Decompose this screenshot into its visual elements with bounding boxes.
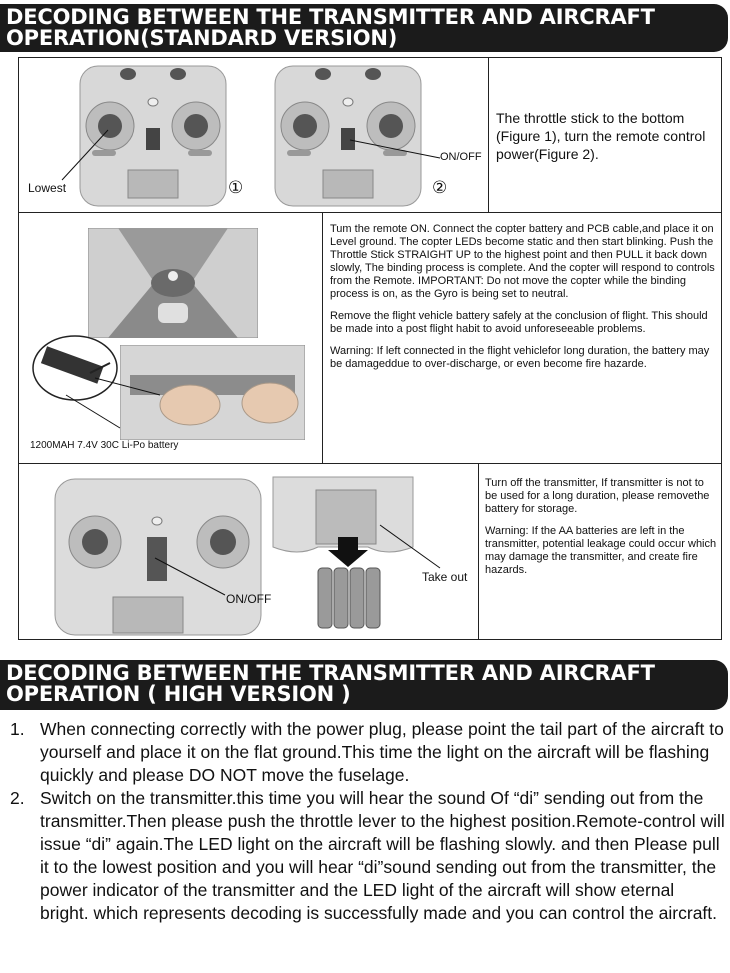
row2-paragraph-3: Warning: If left connected in the flight vehiclefor long duration, the battery may be damageddue to over-discharge, or even become fire hazarde. bbox=[330, 345, 710, 370]
row1-instruction-text: The throttle stick to the bottom (Figure 1), turn the remote control power(Figure 2). bbox=[496, 110, 706, 162]
section1-title-line1: DECODING BETWEEN THE TRANSMITTER AND AIRCRAFT bbox=[6, 5, 655, 29]
list-item-text: When connecting correctly with the power plug, please point the tail part of the aircraft to yourself and place it on the flat ground.This time the light on the aircraft will be flashing quickly and please DO NOT move the fuselage. bbox=[40, 719, 724, 785]
high-version-steps bbox=[10, 718, 726, 925]
label-take-out: Take out bbox=[422, 570, 468, 584]
section2-title-line1: DECODING BETWEEN THE TRANSMITTER AND AIRCRAFT bbox=[6, 661, 655, 685]
label-lowest: Lowest bbox=[28, 181, 67, 195]
figure-number-1: ① bbox=[228, 178, 244, 197]
row3-paragraph-1: Turn off the transmitter, If transmitter is not to be used for a long duration, please removethe battery for storage. bbox=[485, 477, 710, 515]
row2-paragraph-2: Remove the flight vehicle battery safely at the conclusion of flight. This should be made into a post flight habit to avoid unforeseeable problems. bbox=[330, 310, 708, 335]
row3-paragraph-2: Warning: If the AA batteries are left in the transmitter, potential leakage could occur which may damage the transmitter, and create fire hazards. bbox=[485, 525, 717, 576]
label-onoff-row1: ON/OFF bbox=[440, 151, 482, 163]
list-item-number: 1. bbox=[10, 719, 25, 739]
section2-title-line2: OPERATION ( HIGH VERSION ) bbox=[6, 682, 351, 706]
list-item-number: 2. bbox=[10, 788, 25, 808]
list-item-text: Switch on the transmitter.this time you will hear the sound Of “di” sending out from the transmitter.Then please push the throttle lever to the highest position.Remote-control will issue “di” again.The LED light on the aircraft will be flashing slowly. and then Please pull it to the lowest position and you will hear “di”sound sending out from the transmitter, the power indicator of the transmitter and the LED light of the aircraft will show eternal bright. which represents decoding is successfully made and you can control the aircraft. bbox=[40, 788, 725, 923]
section2-title-banner bbox=[0, 660, 728, 710]
list-item bbox=[10, 718, 726, 787]
figure-number-2: ② bbox=[432, 178, 448, 197]
row3-instruction-text bbox=[485, 477, 717, 586]
list-item bbox=[10, 787, 726, 925]
label-onoff-row3: ON/OFF bbox=[226, 592, 272, 606]
section1-title-line2: OPERATION(STANDARD VERSION) bbox=[6, 26, 398, 50]
battery-label: 1200MAH 7.4V 30C Li-Po battery bbox=[30, 440, 179, 451]
row2-paragraph-1: Tum the remote ON. Connect the copter battery and PCB cable,and place it on Level ground. The copter LEDs become static and then start blinking. Push the Throttle Stick STRAIGHT UP to the highest point and then PULL it back down slowly, The binding process is complete. And the copter will respond to controls from the Remote. IMPORTANT: Do not move the copter while the binding process is on, as the Gyro is being set to neutral. bbox=[330, 223, 715, 300]
